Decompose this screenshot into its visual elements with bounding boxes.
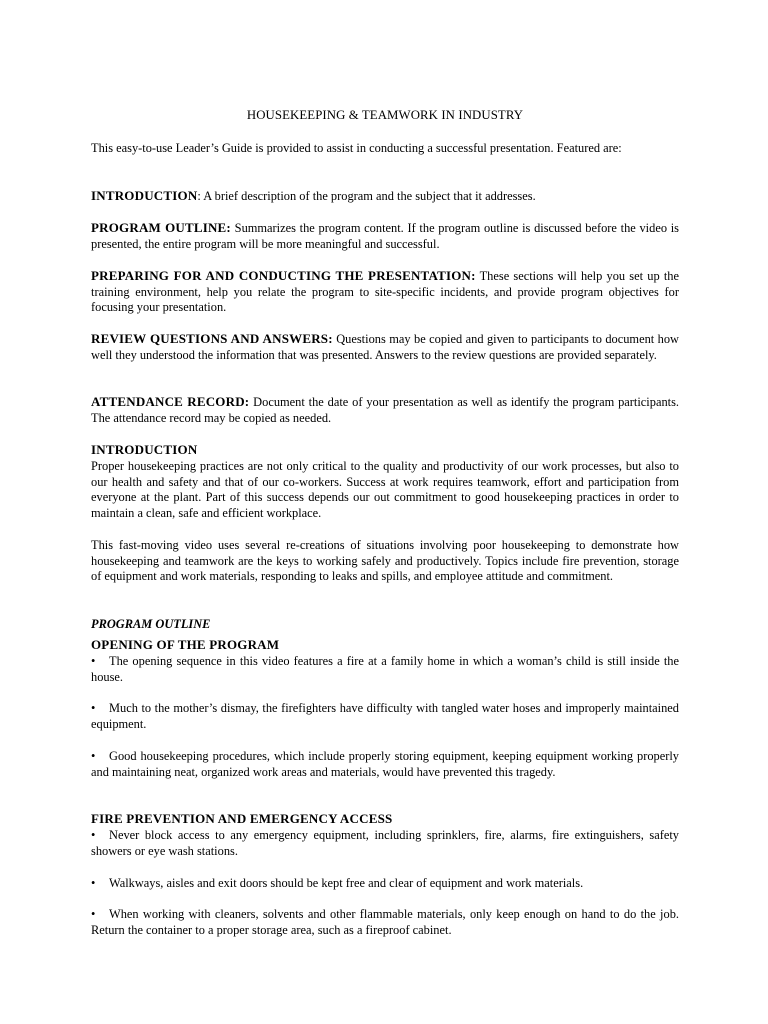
list-item (91, 828, 679, 859)
feature-text: Questions may be copied and given to participants to document how well they understood the information that was presented. Answers to the review questions are provided separately. (91, 332, 679, 362)
feature-preparing (91, 268, 679, 316)
introduction-paragraph-1: Proper housekeeping practices are not only critical to the quality and productivity of our work processes, but also to our health and safety and that of our co-workers. Success at work requires teamwork, effort and participation from everyone at the plant. Part of this success depends our out commitment to good housekeeping practices in order to maintain a clean, safe and efficient workplace. (91, 459, 679, 521)
feature-text: These sections will help you set up the training environment, help you relate the program to site-specific incidents, and provide program objectives for focusing your presentation. (91, 269, 679, 315)
feature-program-outline (91, 220, 679, 252)
page-title: HOUSEKEEPING & TEAMWORK IN INDUSTRY (246, 108, 524, 122)
feature-label: PREPARING FOR AND CONDUCTING THE PRESENTATION: (91, 268, 476, 283)
list-item-text: Walkways, aisles and exit doors should be kept free and clear of equipment and work materials. (109, 876, 584, 890)
bullet-icon: • (91, 701, 96, 715)
bullet-icon: • (91, 828, 96, 842)
feature-label: INTRODUCTION (91, 188, 198, 203)
feature-introduction (91, 188, 679, 205)
feature-attendance-record (91, 394, 679, 426)
feature-review-questions (91, 331, 679, 363)
opening-heading: OPENING OF THE PROGRAM (91, 637, 280, 652)
list-item (91, 907, 679, 938)
introduction-paragraph-2: This fast-moving video uses several re-creations of situations involving poor housekeeping to demonstrate how housekeeping and teamwork are the keys to working safely and productively. Topics include fire prevention, storage of equipment and work materials, responding to leaks and spills, and employee attitude and commitment. (91, 538, 679, 584)
list-item-text: The opening sequence in this video features a fire at a family home in which a woman’s child is still inside the house. (91, 654, 679, 684)
bullet-icon: • (91, 749, 96, 763)
list-item-text: Good housekeeping procedures, which include properly storing equipment, keeping equipment working properly and maintaining neat, organized work areas and materials, would have prevented this tragedy. (91, 749, 679, 779)
program-outline-heading: PROGRAM OUTLINE (91, 617, 211, 631)
bullet-icon: • (91, 654, 96, 668)
list-item (91, 749, 679, 780)
fire-prevention-heading: FIRE PREVENTION AND EMERGENCY ACCESS (91, 811, 393, 826)
bullet-icon: • (91, 876, 96, 890)
intro-paragraph: This easy-to-use Leader’s Guide is provided to assist in conducting a successful presentation. Featured are: (91, 141, 622, 155)
feature-label: PROGRAM OUTLINE: (91, 220, 231, 235)
feature-text: Document the date of your presentation as well as identify the program participants. The attendance record may be copied as needed. (91, 395, 679, 425)
list-item-text: Never block access to any emergency equipment, including sprinklers, fire, alarms, fire extinguishers, safety showers or eye wash stations. (91, 828, 679, 858)
list-item-text: When working with cleaners, solvents and other flammable materials, only keep enough on hand to do the job. Return the container to a proper storage area, such as a fireproof cabinet. (91, 907, 679, 937)
feature-label: ATTENDANCE RECORD: (91, 394, 250, 409)
list-item (91, 876, 679, 892)
list-item (91, 701, 679, 732)
feature-text: : A brief description of the program and the subject that it addresses. (197, 189, 536, 203)
introduction-heading: INTRODUCTION (91, 442, 198, 457)
feature-text: Summarizes the program content. If the program outline is discussed before the video is presented, the entire program will be more meaningful and successful. (91, 221, 679, 251)
list-item (91, 654, 679, 685)
list-item-text: Much to the mother’s dismay, the firefighters have difficulty with tangled water hoses and improperly maintained equipment. (91, 701, 679, 731)
feature-label: REVIEW QUESTIONS AND ANSWERS: (91, 331, 333, 346)
bullet-icon: • (91, 907, 96, 921)
